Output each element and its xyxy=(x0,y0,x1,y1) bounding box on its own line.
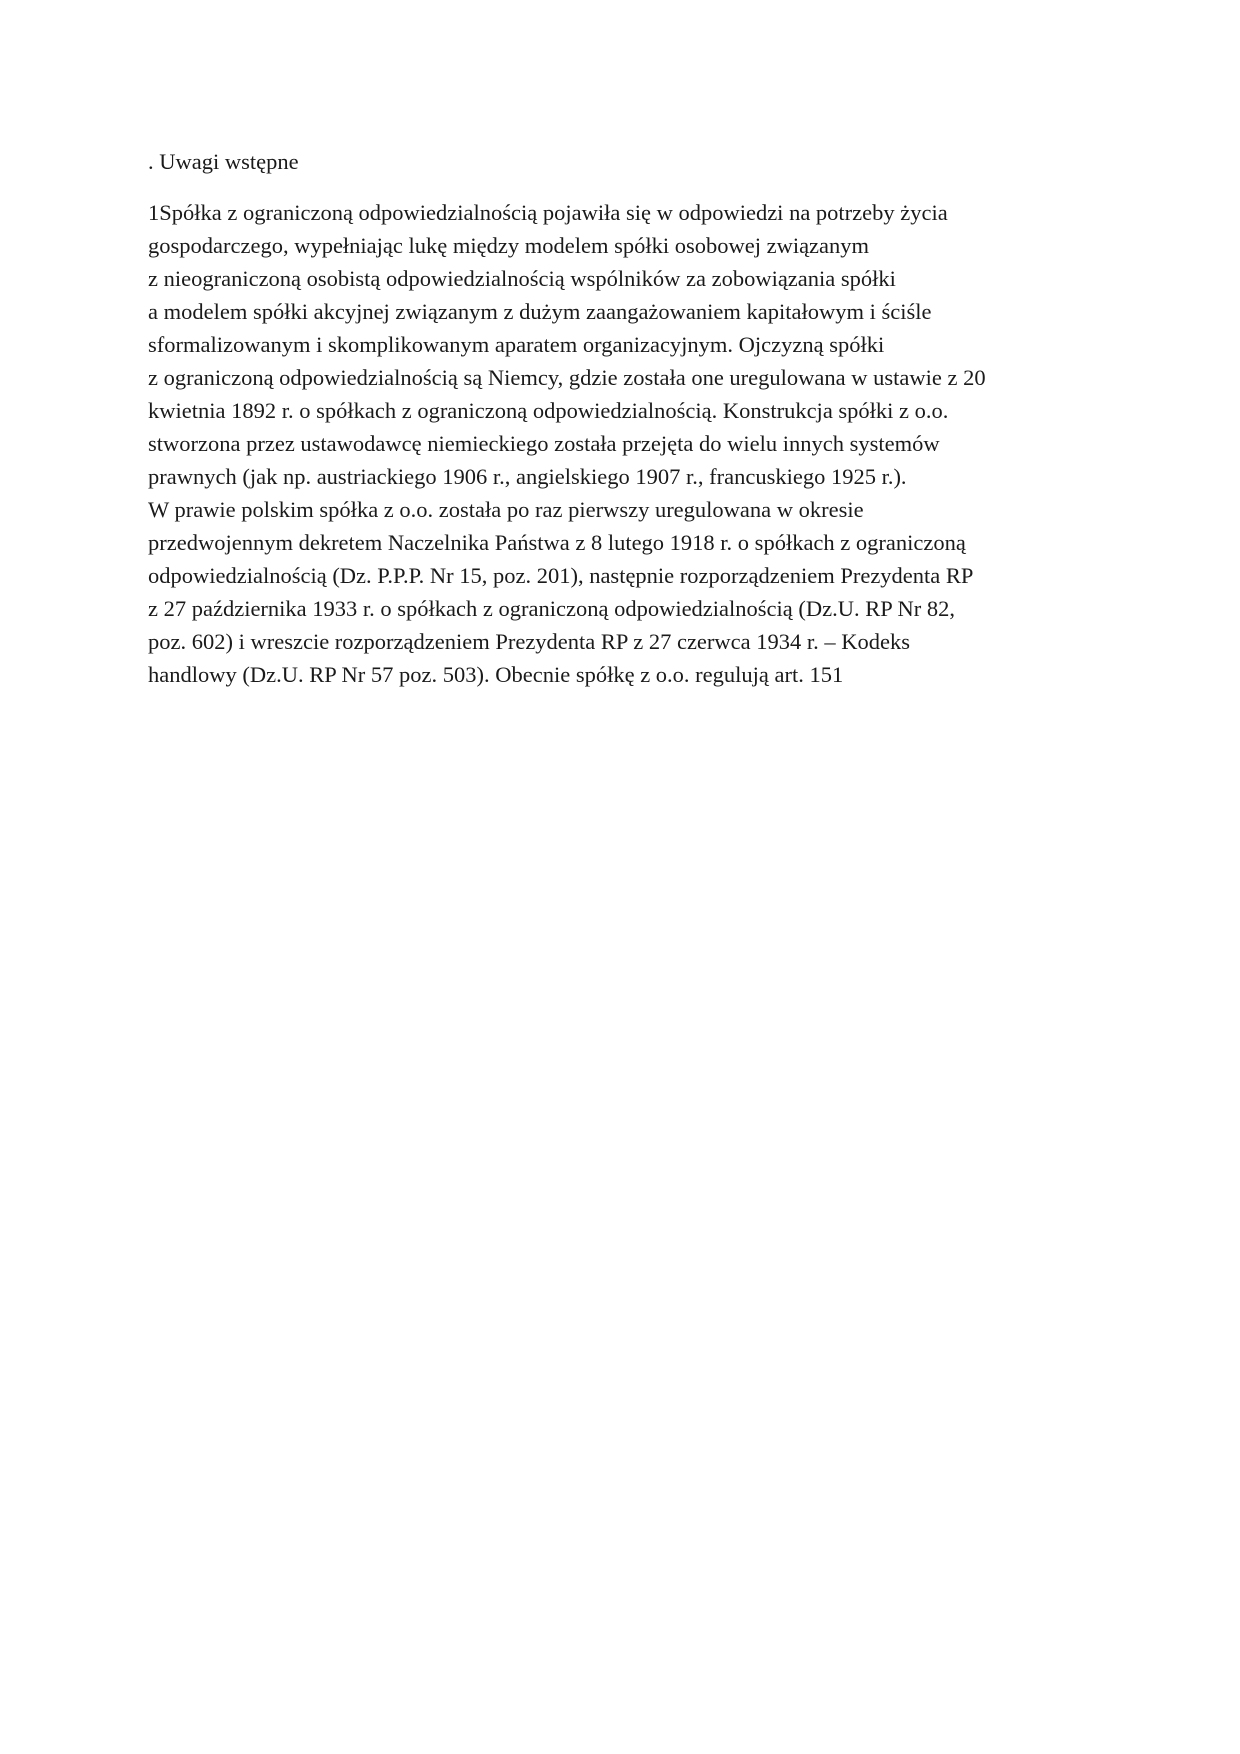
paragraph-line: poz. 602) i wreszcie rozporządzeniem Prezydenta RP z 27 czerwca 1934 r. – Kodeks xyxy=(148,629,911,654)
paragraph-line: odpowiedzialnością (Dz. P.P.P. Nr 15, poz. 201), następnie rozporządzeniem Prezydenta RP xyxy=(148,563,974,588)
paragraph-line: kwietnia 1892 r. o spółkach z ograniczoną odpowiedzialnością. Konstrukcja spółki z o.o. xyxy=(148,398,949,423)
body-paragraph xyxy=(148,196,1108,691)
paragraph-line: prawnych (jak np. austriackiego 1906 r., angielskiego 1907 r., francuskiego 1925 r.). xyxy=(148,464,907,489)
paragraph-line: stworzona przez ustawodawcę niemieckiego została przejęta do wielu innych systemów xyxy=(148,431,940,456)
paragraph-line: przedwojennym dekretem Naczelnika Państwa z 8 lutego 1918 r. o spółkach z ograniczoną xyxy=(148,530,966,555)
paragraph-line: a modelem spółki akcyjnej związanym z dużym zaangażowaniem kapitałowym i ściśle xyxy=(148,299,932,324)
paragraph-line: z nieograniczoną osobistą odpowiedzialnością wspólników za zobowiązania spółki xyxy=(148,266,896,291)
paragraph-line: handlowy (Dz.U. RP Nr 57 poz. 503). Obecnie spółkę z o.o. regulują art. 151 xyxy=(148,662,844,687)
document-body xyxy=(148,145,1108,691)
paragraph-line: sformalizowanym i skomplikowanym aparatem organizacyjnym. Ojczyzną spółki xyxy=(148,332,885,357)
paragraph-line: z ograniczoną odpowiedzialnością są Niemcy, gdzie została one uregulowana w ustawie z 20 xyxy=(148,365,986,390)
paragraph-line: 1Spółka z ograniczoną odpowiedzialnością pojawiła się w odpowiedzi na potrzeby życia xyxy=(148,200,948,225)
paragraph-line: gospodarczego, wypełniając lukę między modelem spółki osobowej związanym xyxy=(148,233,870,258)
section-heading: . Uwagi wstępne xyxy=(148,149,299,174)
paragraph-line: W prawie polskim spółka z o.o. została po raz pierwszy uregulowana w okresie xyxy=(148,497,864,522)
paragraph-line: z 27 października 1933 r. o spółkach z ograniczoną odpowiedzialnością (Dz.U. RP Nr 82, xyxy=(148,596,956,621)
